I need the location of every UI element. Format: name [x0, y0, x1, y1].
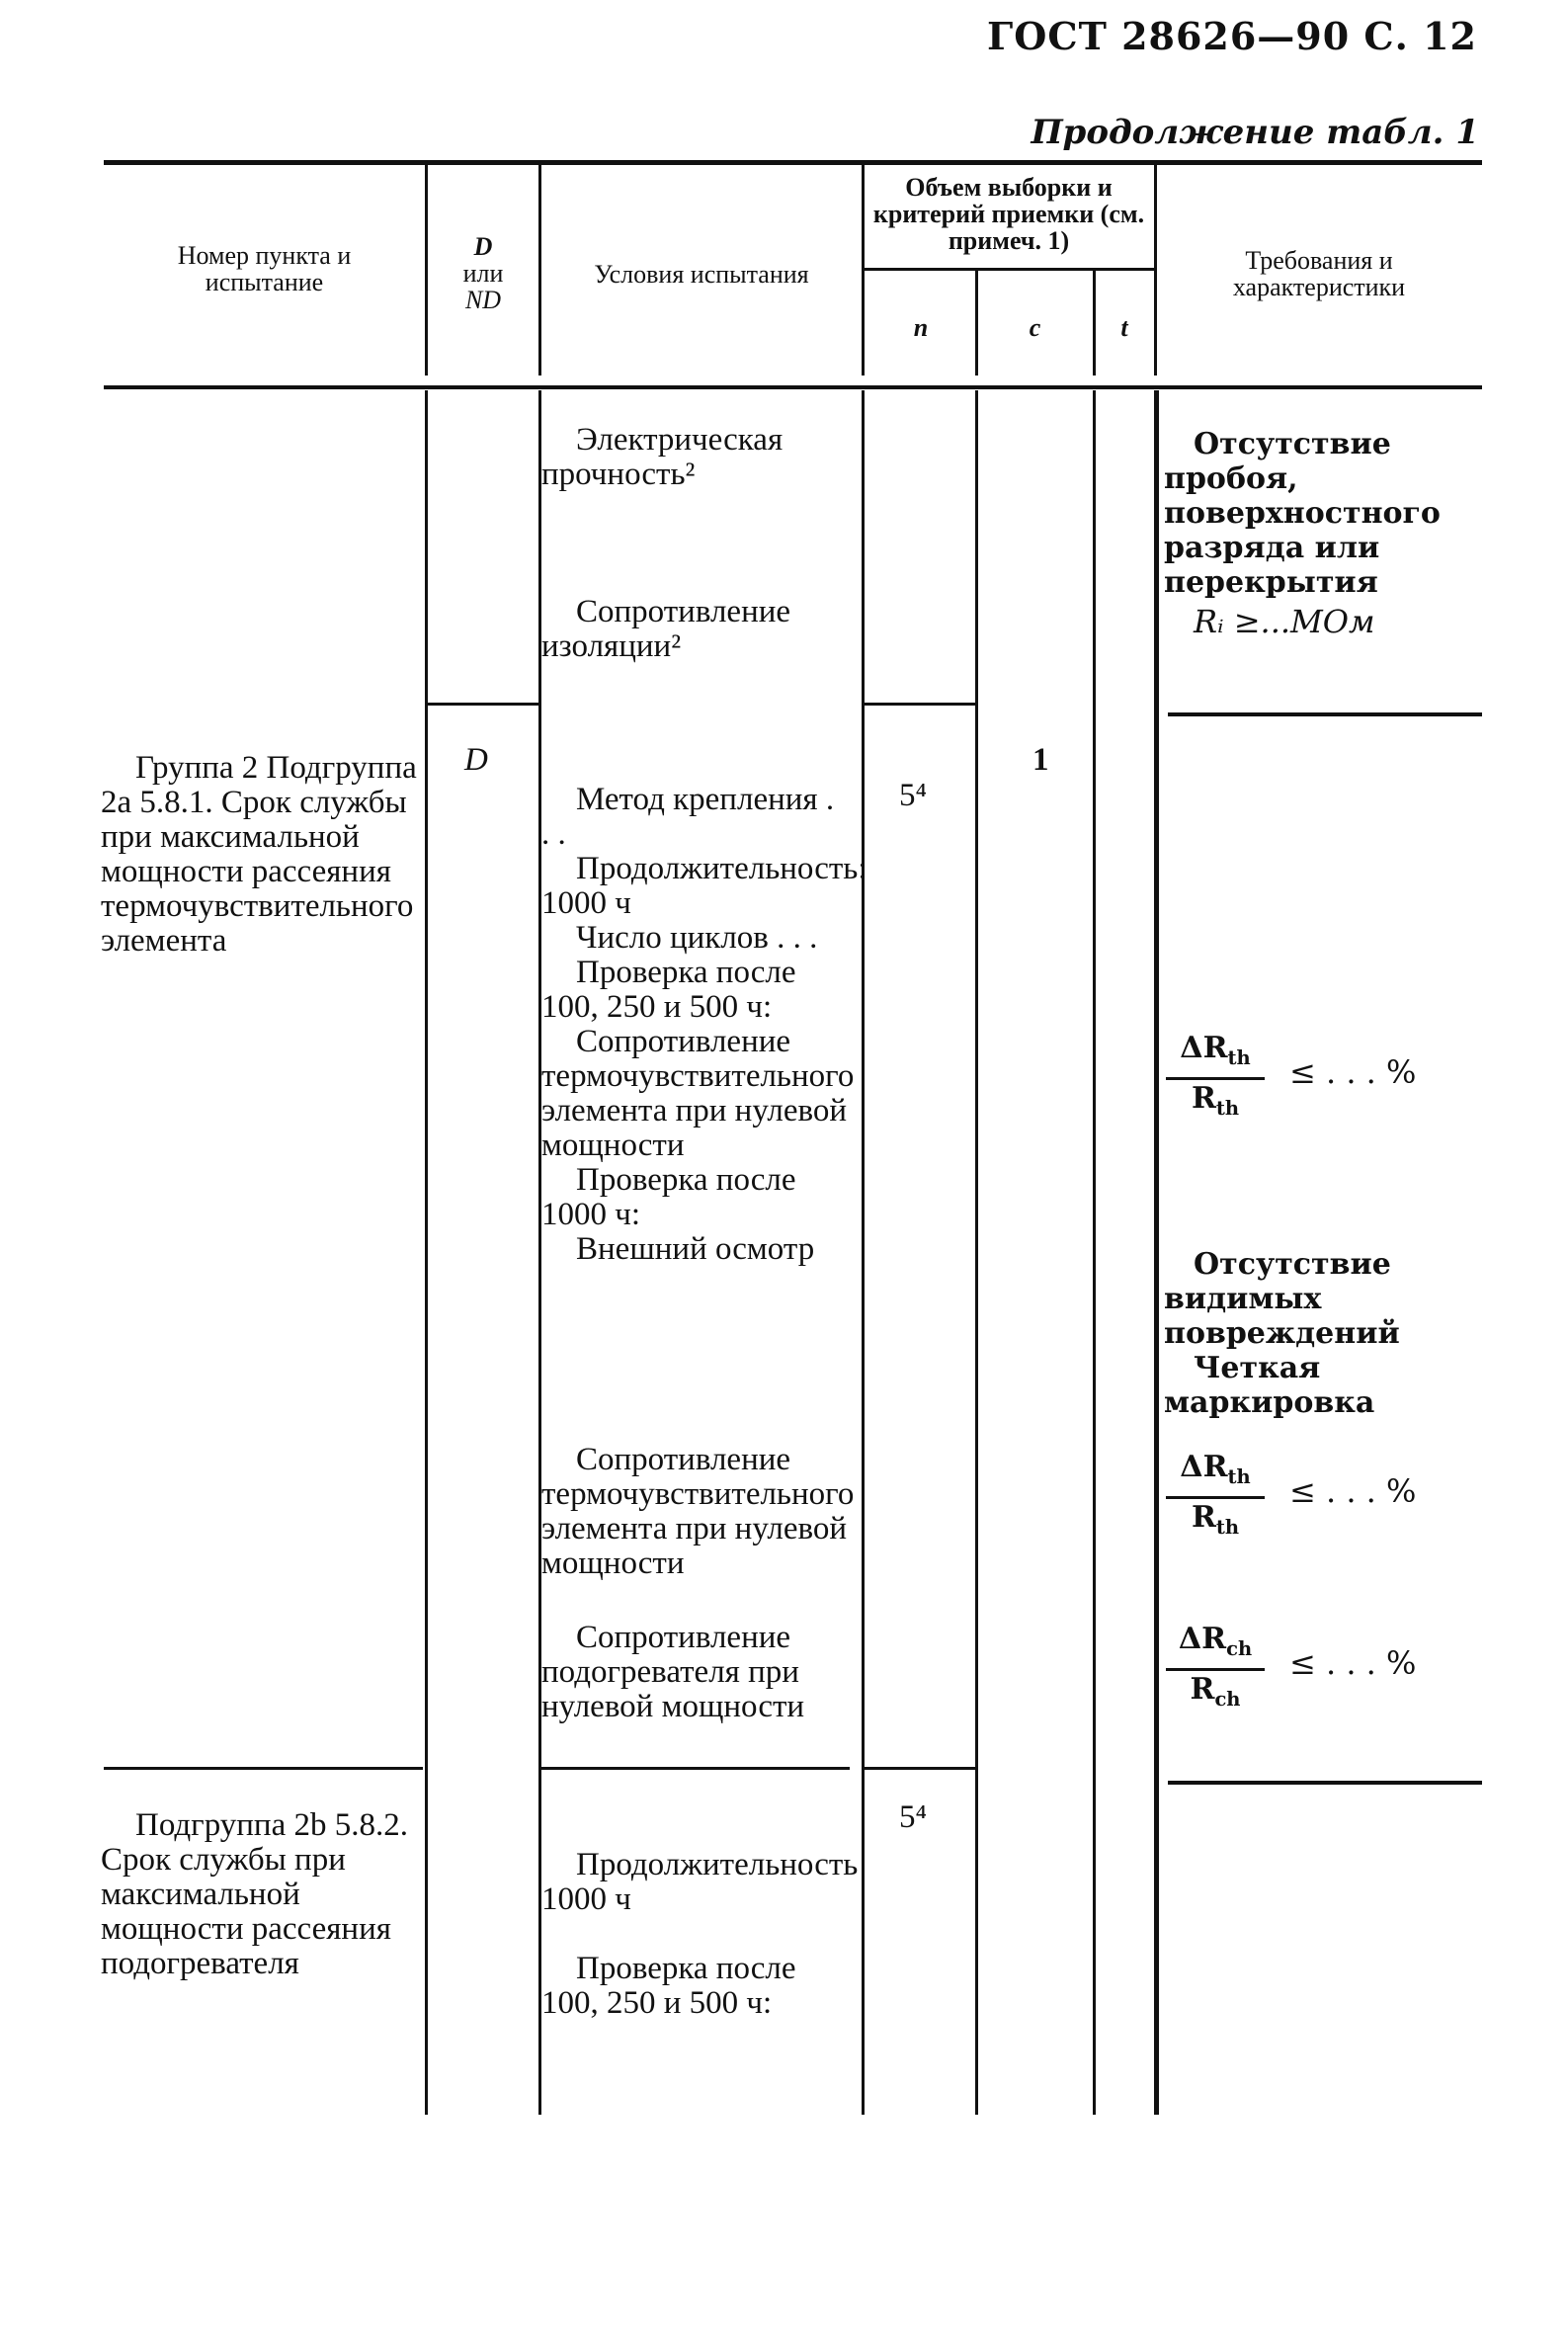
- hdr-col-divider-1: [425, 165, 428, 376]
- row-sep-2-col1: [104, 1767, 423, 1770]
- frac2-num-sub: th: [1227, 1465, 1251, 1488]
- frac3-den: R: [1190, 1672, 1215, 1707]
- header-bottom-rule: [104, 385, 1482, 389]
- header-t: t: [1120, 313, 1128, 342]
- header-conditions: Условия испытания: [594, 260, 809, 289]
- body-col-divider-5: [1093, 390, 1096, 2115]
- row1-c: 1: [1032, 742, 1049, 778]
- row-sep-col5: [1168, 712, 1482, 716]
- row2-n: 5⁴: [899, 1799, 928, 1835]
- row1-cond-mounting: Метод крепления . . .: [541, 782, 835, 852]
- header-sample-size: Объем выборки и критерий приемки (см. примеч. 1): [872, 173, 1145, 255]
- page-header-standard: ГОСТ 28626—90 С. 12: [987, 14, 1477, 58]
- frac1-num-sub: th: [1227, 1046, 1251, 1069]
- row1-cond-check-1000: Проверка после 1000 ч:: [541, 1162, 796, 1232]
- body-col-divider-3: [862, 390, 865, 2115]
- row-sep-col2: [427, 703, 538, 706]
- body-col-divider-6: [1154, 390, 1159, 2115]
- row0-req-insulation-value: Rᵢ ≥...МОм: [1194, 603, 1375, 640]
- frac1-tail: ≤ . . . %: [1289, 1053, 1417, 1091]
- frac2-den: R: [1191, 1500, 1216, 1535]
- row2-item-group2b: Подгруппа 2b 5.8.2. Срок службы при максимальной мощности рассеяния подогревателя: [101, 1807, 408, 1981]
- row1-dnd: D: [464, 742, 488, 778]
- row1-cond-resistance-zero: Сопротивление термочувствительного элемента при нулевой мощности: [541, 1024, 855, 1163]
- header-d-or: или: [462, 259, 504, 288]
- header-n: n: [913, 313, 929, 342]
- frac1-den: R: [1191, 1081, 1216, 1116]
- row1-req-clear-marking: Четкая маркировка: [1164, 1351, 1375, 1420]
- row1-cond-check-100: Проверка после 100, 250 и 500 ч:: [541, 955, 796, 1025]
- row1-req-no-damage: Отсутствие видимых повреждений: [1164, 1247, 1400, 1351]
- row1-cond-cycles: Число циклов . . .: [576, 920, 818, 956]
- frac1-num: ΔR: [1180, 1031, 1228, 1065]
- frac3-tail: ≤ . . . %: [1289, 1644, 1417, 1682]
- body-col-divider-1: [425, 390, 428, 2115]
- body-col-divider-4: [975, 390, 978, 2115]
- frac1-den-sub: th: [1215, 1097, 1240, 1120]
- row1-cond-resistance-zero-2: Сопротивление термочувствительного элемента при нулевой мощности: [541, 1442, 855, 1581]
- hdr-col-divider-4: [1154, 165, 1157, 376]
- row2-cond-duration: Продолжительность 1000 ч: [541, 1847, 859, 1917]
- row1-req-delta-rth-2: [1166, 1449, 1417, 1546]
- row1-cond-visual: Внешний осмотр: [576, 1231, 815, 1267]
- row-sep-2-col4: [865, 1767, 975, 1770]
- row1-cond-heater-resistance: Сопротивление подогревателя при нулевой мощности: [541, 1620, 805, 1724]
- header-c: c: [1029, 313, 1041, 342]
- hdr-sample-subrule: [865, 268, 1154, 271]
- table-continuation-label: Продолжение табл. 1: [1031, 113, 1479, 152]
- frac2-den-sub: th: [1215, 1516, 1240, 1539]
- row1-cond-duration: Продолжительность: 1000 ч: [541, 851, 867, 921]
- header-item-test: Номер пункта и испытание: [177, 241, 352, 296]
- frac2-tail: ≤ . . . %: [1289, 1472, 1417, 1510]
- row2-cond-check: Проверка после 100, 250 и 500 ч:: [541, 1951, 796, 2021]
- frac3-num-sub: ch: [1226, 1637, 1253, 1660]
- hdr-col-divider-2: [538, 165, 541, 376]
- frac3-den-sub: ch: [1214, 1688, 1241, 1711]
- row0-condition-electric-strength: Электрическая прочность²: [541, 422, 784, 492]
- row-sep-2-col5: [1168, 1781, 1482, 1785]
- row-sep-col4: [865, 703, 975, 706]
- row1-req-delta-rch: [1166, 1621, 1417, 1718]
- frac3-num: ΔR: [1178, 1622, 1227, 1656]
- header-d-letter: D: [473, 232, 493, 261]
- frac2-num: ΔR: [1180, 1450, 1228, 1484]
- row1-n: 5⁴: [899, 778, 928, 813]
- header-nd-letter: ND: [464, 286, 502, 314]
- header-requirements: Требования и характеристики: [1232, 246, 1406, 301]
- row0-condition-insulation: Сопротивление изоляции²: [541, 594, 791, 664]
- row1-item-group2a: Группа 2 Подгруппа 2a 5.8.1. Срок службы при максимальной мощности рассеяния термочувствительного элемента: [101, 750, 417, 959]
- row-sep-2-col3: [541, 1767, 850, 1770]
- row1-req-delta-rth-1: [1166, 1030, 1417, 1128]
- table-top-rule: [104, 160, 1482, 165]
- row0-req-no-breakdown: Отсутствие пробоя, поверхностного разряда или перекрытия: [1164, 427, 1441, 600]
